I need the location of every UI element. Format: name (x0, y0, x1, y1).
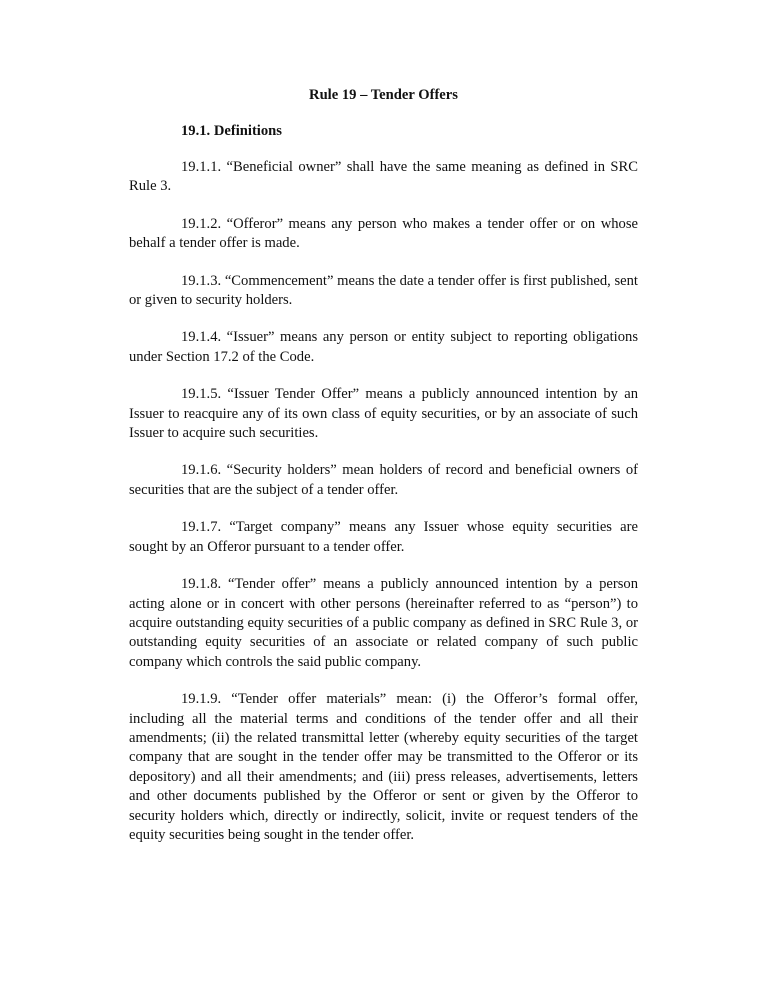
definition-issuer: 19.1.4. “Issuer” means any person or entity subject to reporting obligations under Section 17.2 of the Code. (129, 329, 638, 365)
definition-tender-offer: 19.1.8. “Tender offer” means a publicly announced intention by a person acting alone or in concert with other persons (hereinafter referred to as “person”) to acquire outstanding equity securities of a public company as defined in SRC Rule 3, or outstanding equity securities of an associate or related company of such public company which controls the said public company. (129, 576, 638, 670)
definition-issuer-tender-offer: 19.1.5. “Issuer Tender Offer” means a publicly announced intention by an Issuer to reacquire any of its own class of equity securities, or by an associate of such Issuer to acquire such securities. (129, 386, 638, 442)
definition-security-holders: 19.1.6. “Security holders” mean holders of record and beneficial owners of securities that are the subject of a tender offer. (129, 462, 638, 498)
definition-target-company: 19.1.7. “Target company” means any Issuer whose equity securities are sought by an Offeror pursuant to a tender offer. (129, 519, 638, 555)
definition-tender-offer-materials: 19.1.9. “Tender offer materials” mean: (i) the Offeror’s formal offer, including all the material terms and conditions of the tender offer and all their amendments; (ii) the related transmittal letter (whereby equity securities of the target company that are sought in the tender offer may be transmitted to the Offeror or its depository) and all their amendments; and (iii) press releases, advertisements, letters and other documents published by the Offeror or sent or given by the Offeror to security holders which, directly or indirectly, solicit, invite or request tenders of the equity securities being sought in the tender offer. (129, 691, 638, 843)
rule-title: Rule 19 – Tender Offers (309, 87, 458, 103)
definition-beneficial-owner: 19.1.1. “Beneficial owner” shall have the same meaning as defined in SRC Rule 3. (129, 159, 638, 195)
document-body (129, 86, 638, 863)
definition-commencement: 19.1.3. “Commencement” means the date a tender offer is first published, sent or given to security holders. (129, 272, 638, 309)
section-heading-definitions: 19.1. Definitions (181, 123, 282, 139)
definition-offeror: 19.1.2. “Offeror” means any person who makes a tender offer or on whose behalf a tender offer is made. (129, 215, 638, 252)
